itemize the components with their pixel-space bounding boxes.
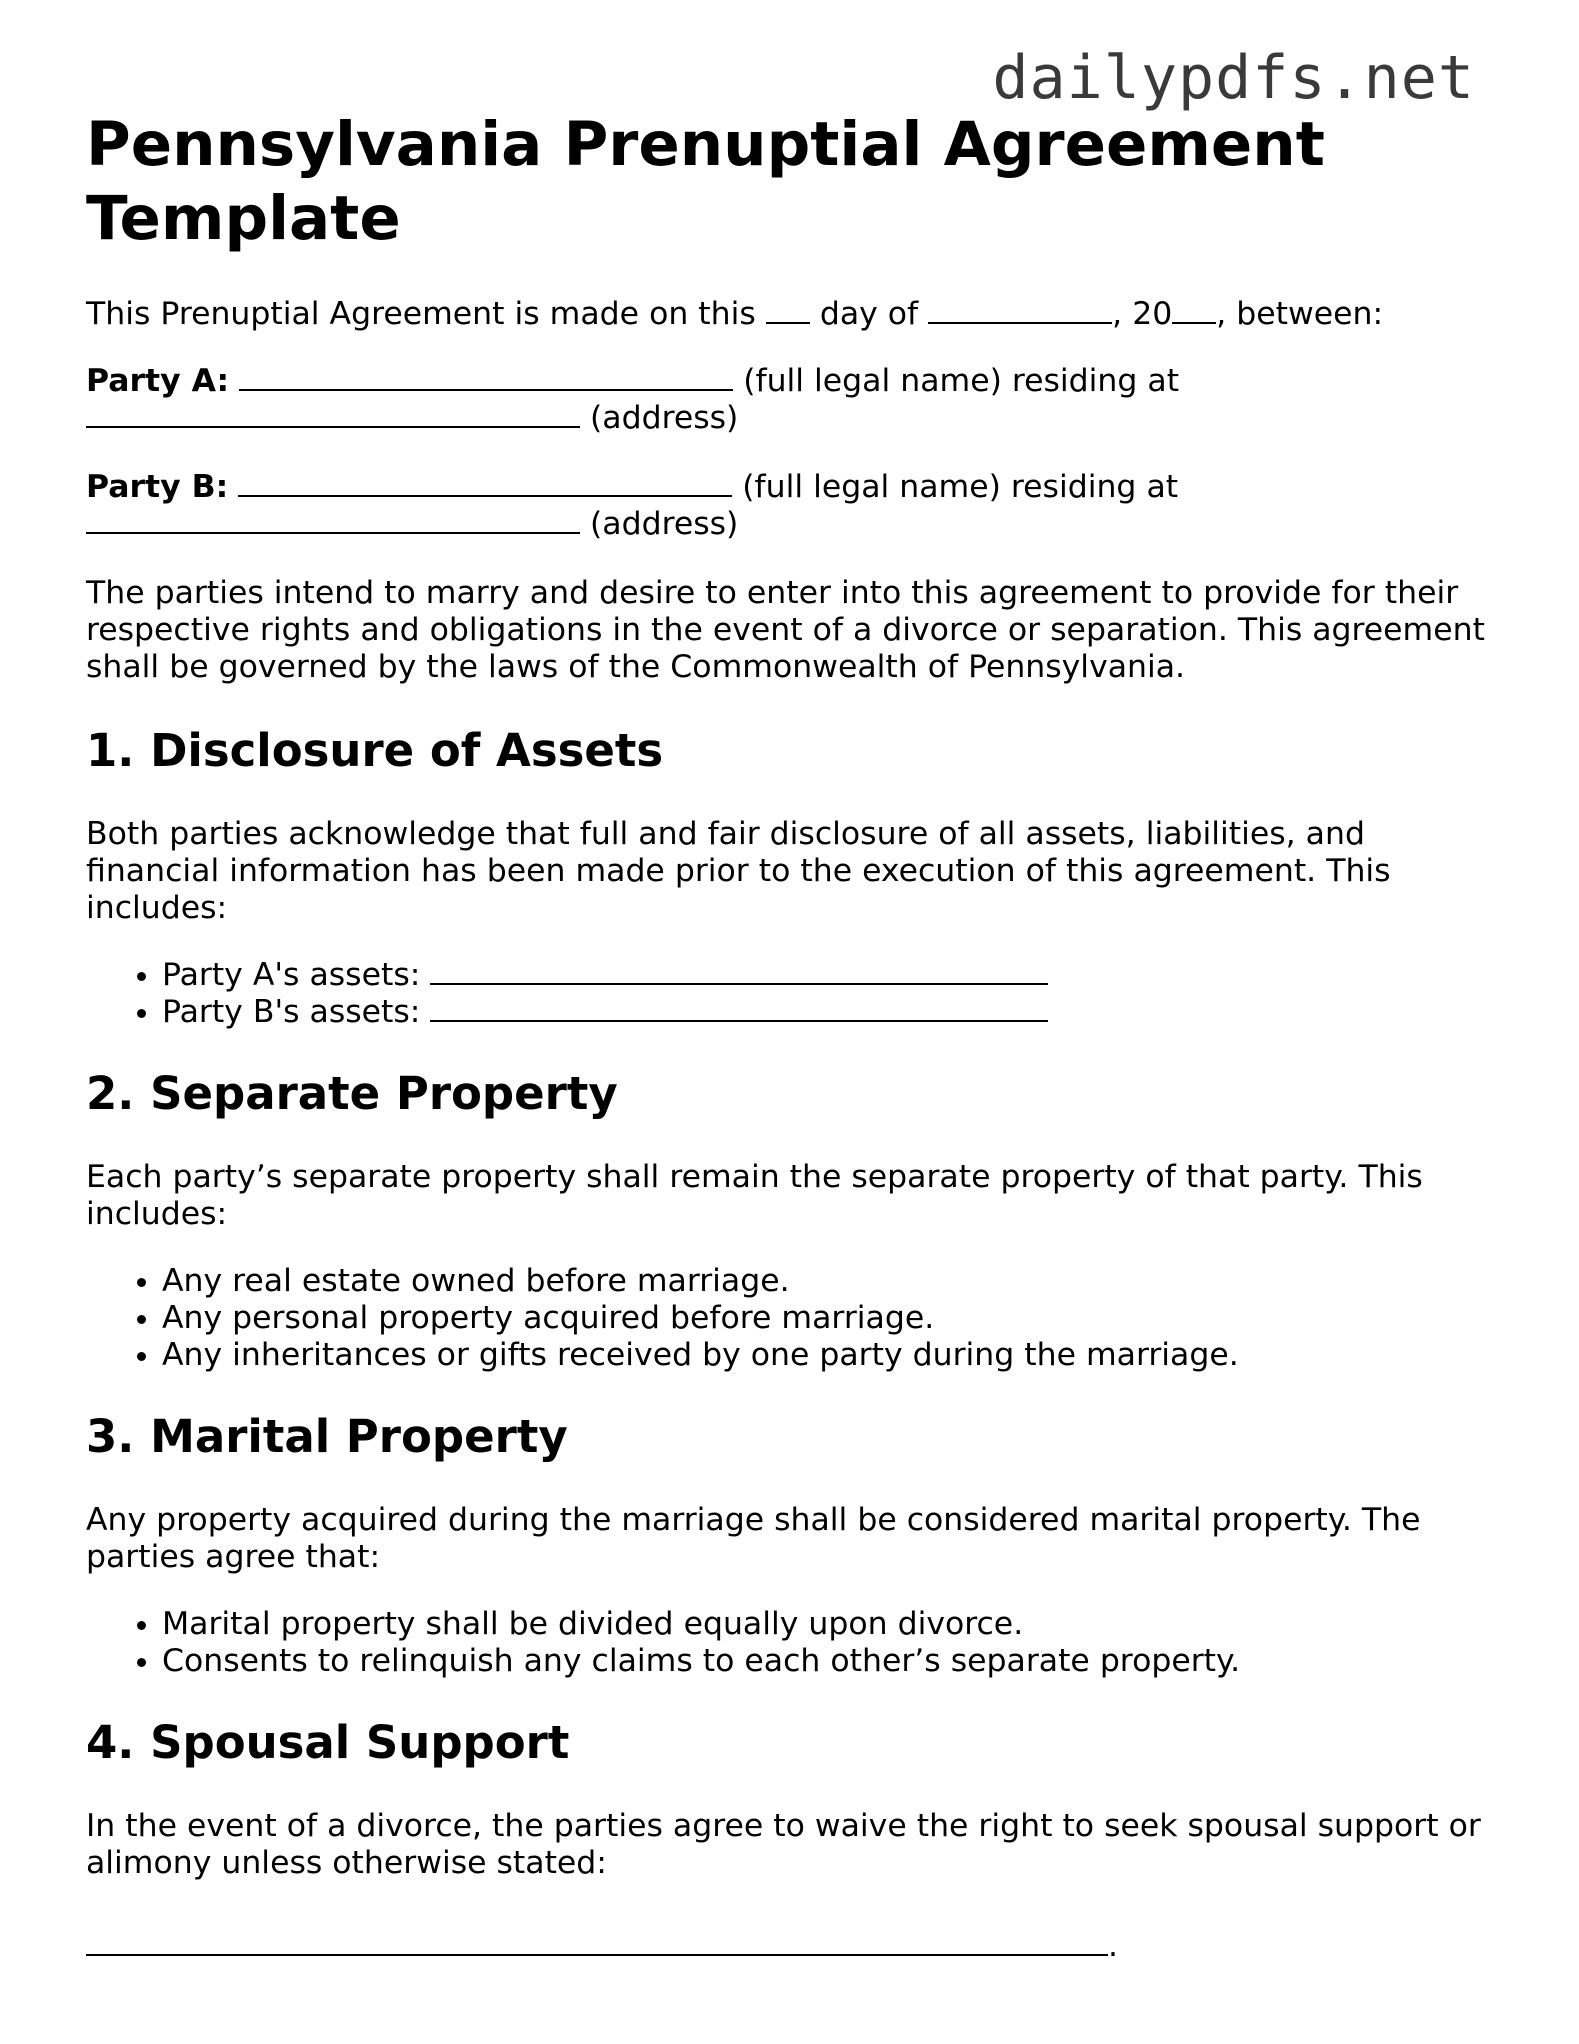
section-marital-body: Any property acquired during the marriage shall be considered marital property. The parties agree that: — [86, 1502, 1421, 1575]
party-a-address-suffix: (address) — [590, 400, 739, 436]
purpose-paragraph: The parties intend to marry and desire to enter into this agreement to provide for their respective rights and obligations in the event of a divorce or separation. This agreement shall be governed by the laws of the Commonwealth of Pennsylvania. — [86, 575, 1485, 685]
party-a-name-suffix: (full legal name) residing at — [743, 363, 1180, 399]
party-b-name-blank[interactable] — [238, 469, 732, 497]
party-a-address-blank[interactable] — [86, 400, 580, 428]
section-disclosure-heading: 1. Disclosure of Assets — [86, 724, 664, 777]
party-b-assets-label: Party B's assets: — [162, 994, 421, 1030]
party-a-name-blank[interactable] — [239, 363, 733, 391]
intro-paragraph — [86, 296, 1486, 333]
party-b-address-blank[interactable] — [86, 506, 580, 534]
party-b-assets-blank[interactable] — [430, 994, 1048, 1022]
party-b-name-suffix: (full legal name) residing at — [742, 469, 1179, 505]
marital-list — [86, 1606, 1486, 1680]
section-support-heading: 4. Spousal Support — [86, 1716, 570, 1769]
month-blank[interactable] — [928, 296, 1112, 324]
support-line-end: . — [1108, 1928, 1119, 1964]
page-title: Pennsylvania Prenuptial Agreement Template — [86, 109, 1325, 254]
intro-text-2: day of — [819, 296, 919, 332]
support-blank[interactable] — [86, 1928, 1108, 1956]
list-item: • Any real estate owned before marriage. — [162, 1263, 1486, 1300]
party-b-label: Party B: — [86, 469, 229, 505]
intro-text-1: This Prenuptial Agreement is made on this — [86, 296, 756, 332]
document-page — [86, 108, 1486, 1995]
list-item — [162, 957, 1486, 994]
party-a-label: Party A: — [86, 363, 230, 399]
party-a-assets-label: Party A's assets: — [162, 957, 421, 993]
watermark: dailypdfs.net — [992, 43, 1475, 113]
party-a-assets-blank[interactable] — [430, 957, 1048, 985]
separate-list — [86, 1263, 1486, 1374]
year-blank[interactable] — [1172, 296, 1216, 324]
party-a-paragraph — [86, 363, 1486, 437]
section-marital-heading: 3. Marital Property — [86, 1410, 568, 1463]
day-blank[interactable] — [766, 296, 810, 324]
disclosure-list — [86, 957, 1486, 1031]
section-separate-heading: 2. Separate Property — [86, 1067, 618, 1120]
party-b-address-suffix: (address) — [590, 506, 739, 542]
party-b-paragraph — [86, 469, 1486, 543]
section-support-body: In the event of a divorce, the parties agree to waive the right to seek spousal support or alimony unless otherwise stated: — [86, 1808, 1481, 1881]
list-item: • Consents to relinquish any claims to each other’s separate property. — [162, 1643, 1486, 1680]
intro-text-3: , 20 — [1112, 296, 1173, 332]
list-item: • Any inheritances or gifts received by one party during the marriage. — [162, 1337, 1486, 1374]
list-item: • Any personal property acquired before marriage. — [162, 1300, 1486, 1337]
support-line — [86, 1928, 1486, 1965]
list-item: • Marital property shall be divided equally upon divorce. — [162, 1606, 1486, 1643]
section-separate-body: Each party’s separate property shall remain the separate property of that party. This includes: — [86, 1159, 1423, 1232]
section-disclosure-body: Both parties acknowledge that full and fair disclosure of all assets, liabilities, and financial information has been made prior to the execution of this agreement. This includes: — [86, 816, 1391, 926]
intro-text-4: , between: — [1216, 296, 1384, 332]
list-item — [162, 994, 1486, 1031]
